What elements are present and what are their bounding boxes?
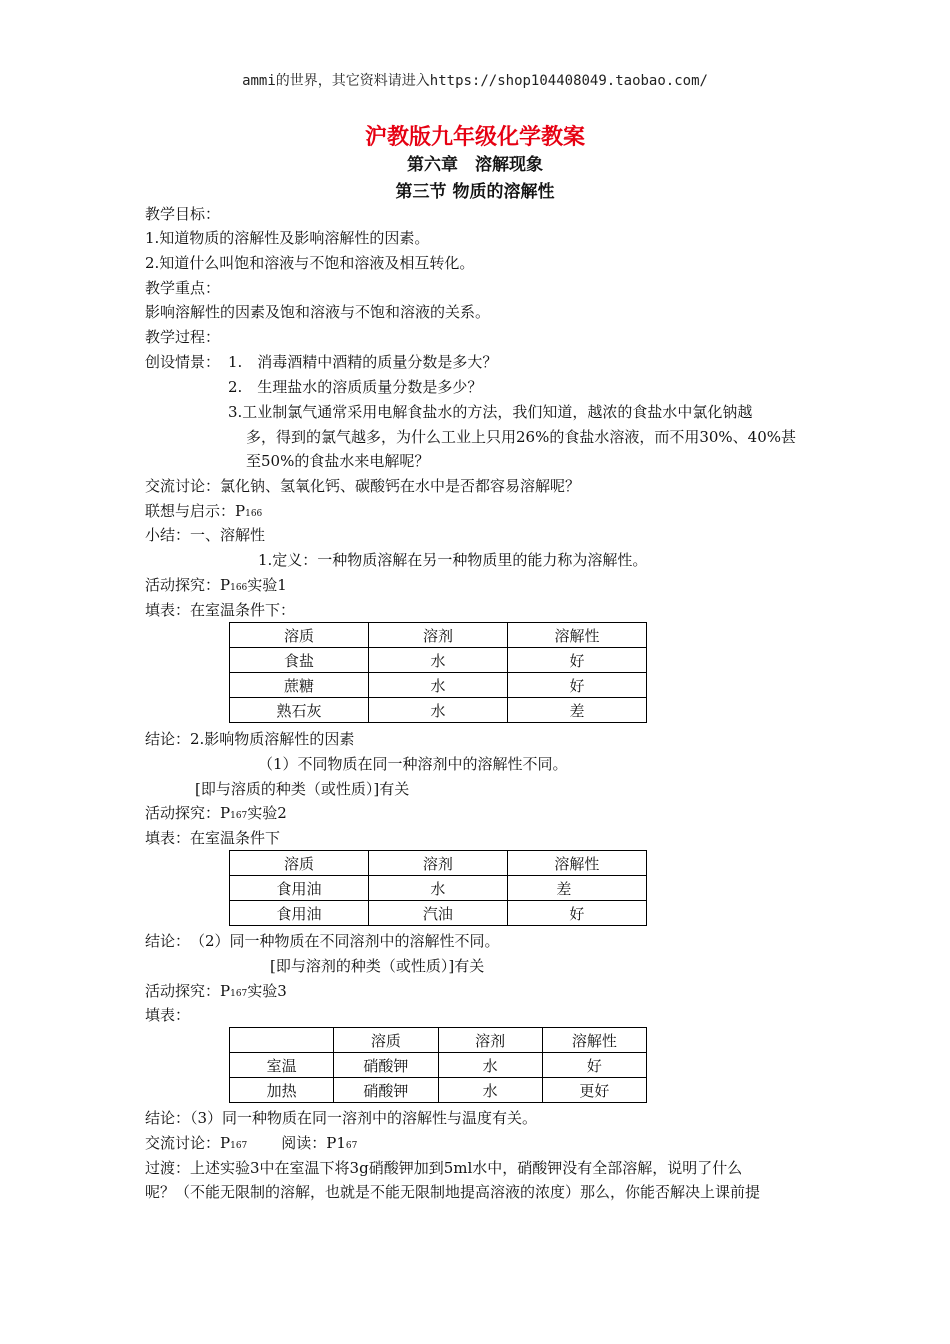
table-cell: 差 — [507, 876, 646, 901]
table-cell: 好 — [542, 1053, 646, 1078]
table-3 — [229, 1027, 647, 1103]
table-cell: 熟石灰 — [230, 698, 369, 723]
table-1 — [229, 622, 647, 723]
activity-1-experiment: 实验1 — [247, 576, 287, 594]
fill-table-1-label: 填表：在室温条件下： — [145, 601, 296, 619]
chapter-title: 第六章 溶解现象 — [407, 155, 543, 175]
scenario-3-line-2: 多，得到的氯气越多，为什么工业上只用26%的食盐水溶液，而不用30%、40%甚 — [246, 428, 797, 446]
table-3-header-cell: 溶剂 — [438, 1028, 542, 1053]
table-cell: 好 — [507, 901, 646, 926]
scenario-1: 1. 消毒酒精中酒精的质量分数是多大？ — [228, 353, 498, 371]
table-cell: 食用油 — [230, 901, 369, 926]
table-1-header-cell: 溶剂 — [369, 623, 508, 648]
activity-2-experiment: 实验2 — [247, 804, 287, 822]
table-1-header-cell: 溶质 — [230, 623, 369, 648]
discussion-2-page: 167 — [230, 1141, 248, 1151]
table-2-header-cell: 溶质 — [230, 851, 369, 876]
table-cell: 水 — [438, 1053, 542, 1078]
table-cell: 更好 — [542, 1078, 646, 1103]
transition-line-2: 呢？（不能无限制的溶解，也就是不能无限制地提高溶液的浓度）那么，你能否解决上课前提 — [145, 1183, 761, 1201]
reading-label: 阅读：P1 — [281, 1134, 346, 1152]
activity-2-label: 活动探究：P — [145, 804, 231, 822]
activity-3-experiment: 实验3 — [247, 982, 287, 1000]
table-cell: 食盐 — [230, 648, 369, 673]
table-cell: 水 — [368, 876, 507, 901]
table-cell: 食用油 — [230, 876, 369, 901]
document-title: 沪教版九年级化学教案 — [364, 125, 585, 150]
process-label: 教学过程： — [145, 328, 221, 346]
conclusion-1: 结论：2.影响物质溶解性的因素 — [145, 730, 355, 748]
key-text: 影响溶解性的因素及饱和溶液与不饱和溶液的关系。 — [145, 303, 491, 321]
table-cell: 好 — [508, 648, 647, 673]
table-1-header-row — [230, 623, 647, 648]
table-cell: 水 — [369, 648, 508, 673]
scenario-2: 2. 生理盐水的溶质质量分数是多少？ — [228, 378, 483, 396]
summary-line: 小结：一、溶解性 — [145, 526, 266, 544]
table-cell: 差 — [508, 698, 647, 723]
fill-table-3-label: 填表： — [145, 1006, 191, 1024]
table-cell: 水 — [369, 673, 508, 698]
table-row — [230, 673, 647, 698]
table-row — [230, 698, 647, 723]
conclusion-2-a: 结论： （2）同一种物质在不同溶剂中的溶解性不同。 — [145, 932, 500, 950]
scenario-label: 创设情景： — [145, 353, 221, 371]
activity-1-line — [145, 573, 287, 600]
table-cell: 加热 — [230, 1078, 334, 1103]
scenario-3-line-1: 3.工业制氯气通常采用电解食盐水的方法，我们知道，越浓的食盐水中氯化钠越 — [228, 403, 753, 421]
page-header: ammi的世界，其它资料请进入https://shop104408049.taobao.com/ — [242, 73, 708, 89]
table-cell: 硝酸钾 — [334, 1053, 438, 1078]
scenario-3-line-3: 至50%的食盐水来电解呢？ — [246, 452, 430, 470]
activity-1-page: 166 — [230, 583, 248, 593]
discussion-2-label: 交流讨论：P — [145, 1134, 231, 1152]
transition-line-1: 过渡：上述实验3中在室温下将3g硝酸钾加到5ml水中，硝酸钾没有全部溶解，说明了什么 — [145, 1159, 743, 1177]
conclusion-3: 结论：（3）同一种物质在同一溶剂中的溶解性与温度有关。 — [145, 1109, 538, 1127]
table-cell: 硝酸钾 — [334, 1078, 438, 1103]
conclusion-1-a: （1）不同物质在同一种溶剂中的溶解性不同。 — [258, 755, 568, 773]
activity-1-label: 活动探究：P — [145, 576, 231, 594]
table-row — [230, 648, 647, 673]
table-cell: 好 — [508, 673, 647, 698]
table-row — [230, 1053, 647, 1078]
table-3-header-cell: 溶解性 — [542, 1028, 646, 1053]
conclusion-2-b: [即与溶剂的种类（或性质）]有关 — [270, 957, 485, 975]
conclusion-1-b: [即与溶质的种类（或性质）]有关 — [195, 780, 410, 798]
key-label: 教学重点： — [145, 279, 221, 297]
activity-3-page: 167 — [230, 989, 248, 999]
activity-3-label: 活动探究：P — [145, 982, 231, 1000]
table-3-header-cell — [230, 1028, 334, 1053]
table-row — [230, 876, 647, 901]
goals-label: 教学目标： — [145, 205, 221, 223]
activity-3-line — [145, 979, 287, 1006]
table-2-header-cell: 溶解性 — [507, 851, 646, 876]
association-line — [145, 499, 262, 526]
table-2 — [229, 850, 647, 926]
table-2-header-cell: 溶剂 — [368, 851, 507, 876]
table-3-header-cell: 溶质 — [334, 1028, 438, 1053]
table-cell: 汽油 — [368, 901, 507, 926]
goal-2: 2.知道什么叫饱和溶液与不饱和溶液及相互转化。 — [145, 254, 475, 272]
section-title: 第三节 物质的溶解性 — [395, 182, 555, 202]
goal-1: 1.知道物质的溶解性及影响溶解性的因素。 — [145, 229, 430, 247]
table-cell: 蔗糖 — [230, 673, 369, 698]
discussion-1: 交流讨论：氯化钠、氢氧化钙、碳酸钙在水中是否都容易溶解呢？ — [145, 477, 581, 495]
table-row — [230, 901, 647, 926]
table-3-header-row — [230, 1028, 647, 1053]
table-cell: 室温 — [230, 1053, 334, 1078]
definition-line: 1.定义：一种物质溶解在另一种物质里的能力称为溶解性。 — [258, 551, 648, 569]
table-1-header-cell: 溶解性 — [508, 623, 647, 648]
reading-page: 67 — [345, 1141, 358, 1151]
discussion-2-line — [145, 1131, 357, 1158]
fill-table-2-label: 填表：在室温条件下 — [145, 829, 281, 847]
table-cell: 水 — [438, 1078, 542, 1103]
association-label: 联想与启示：P — [145, 502, 246, 520]
association-page: 166 — [245, 509, 263, 519]
activity-2-line — [145, 801, 287, 828]
activity-2-page: 167 — [230, 811, 248, 821]
table-2-header-row — [230, 851, 647, 876]
table-cell: 水 — [369, 698, 508, 723]
table-row — [230, 1078, 647, 1103]
